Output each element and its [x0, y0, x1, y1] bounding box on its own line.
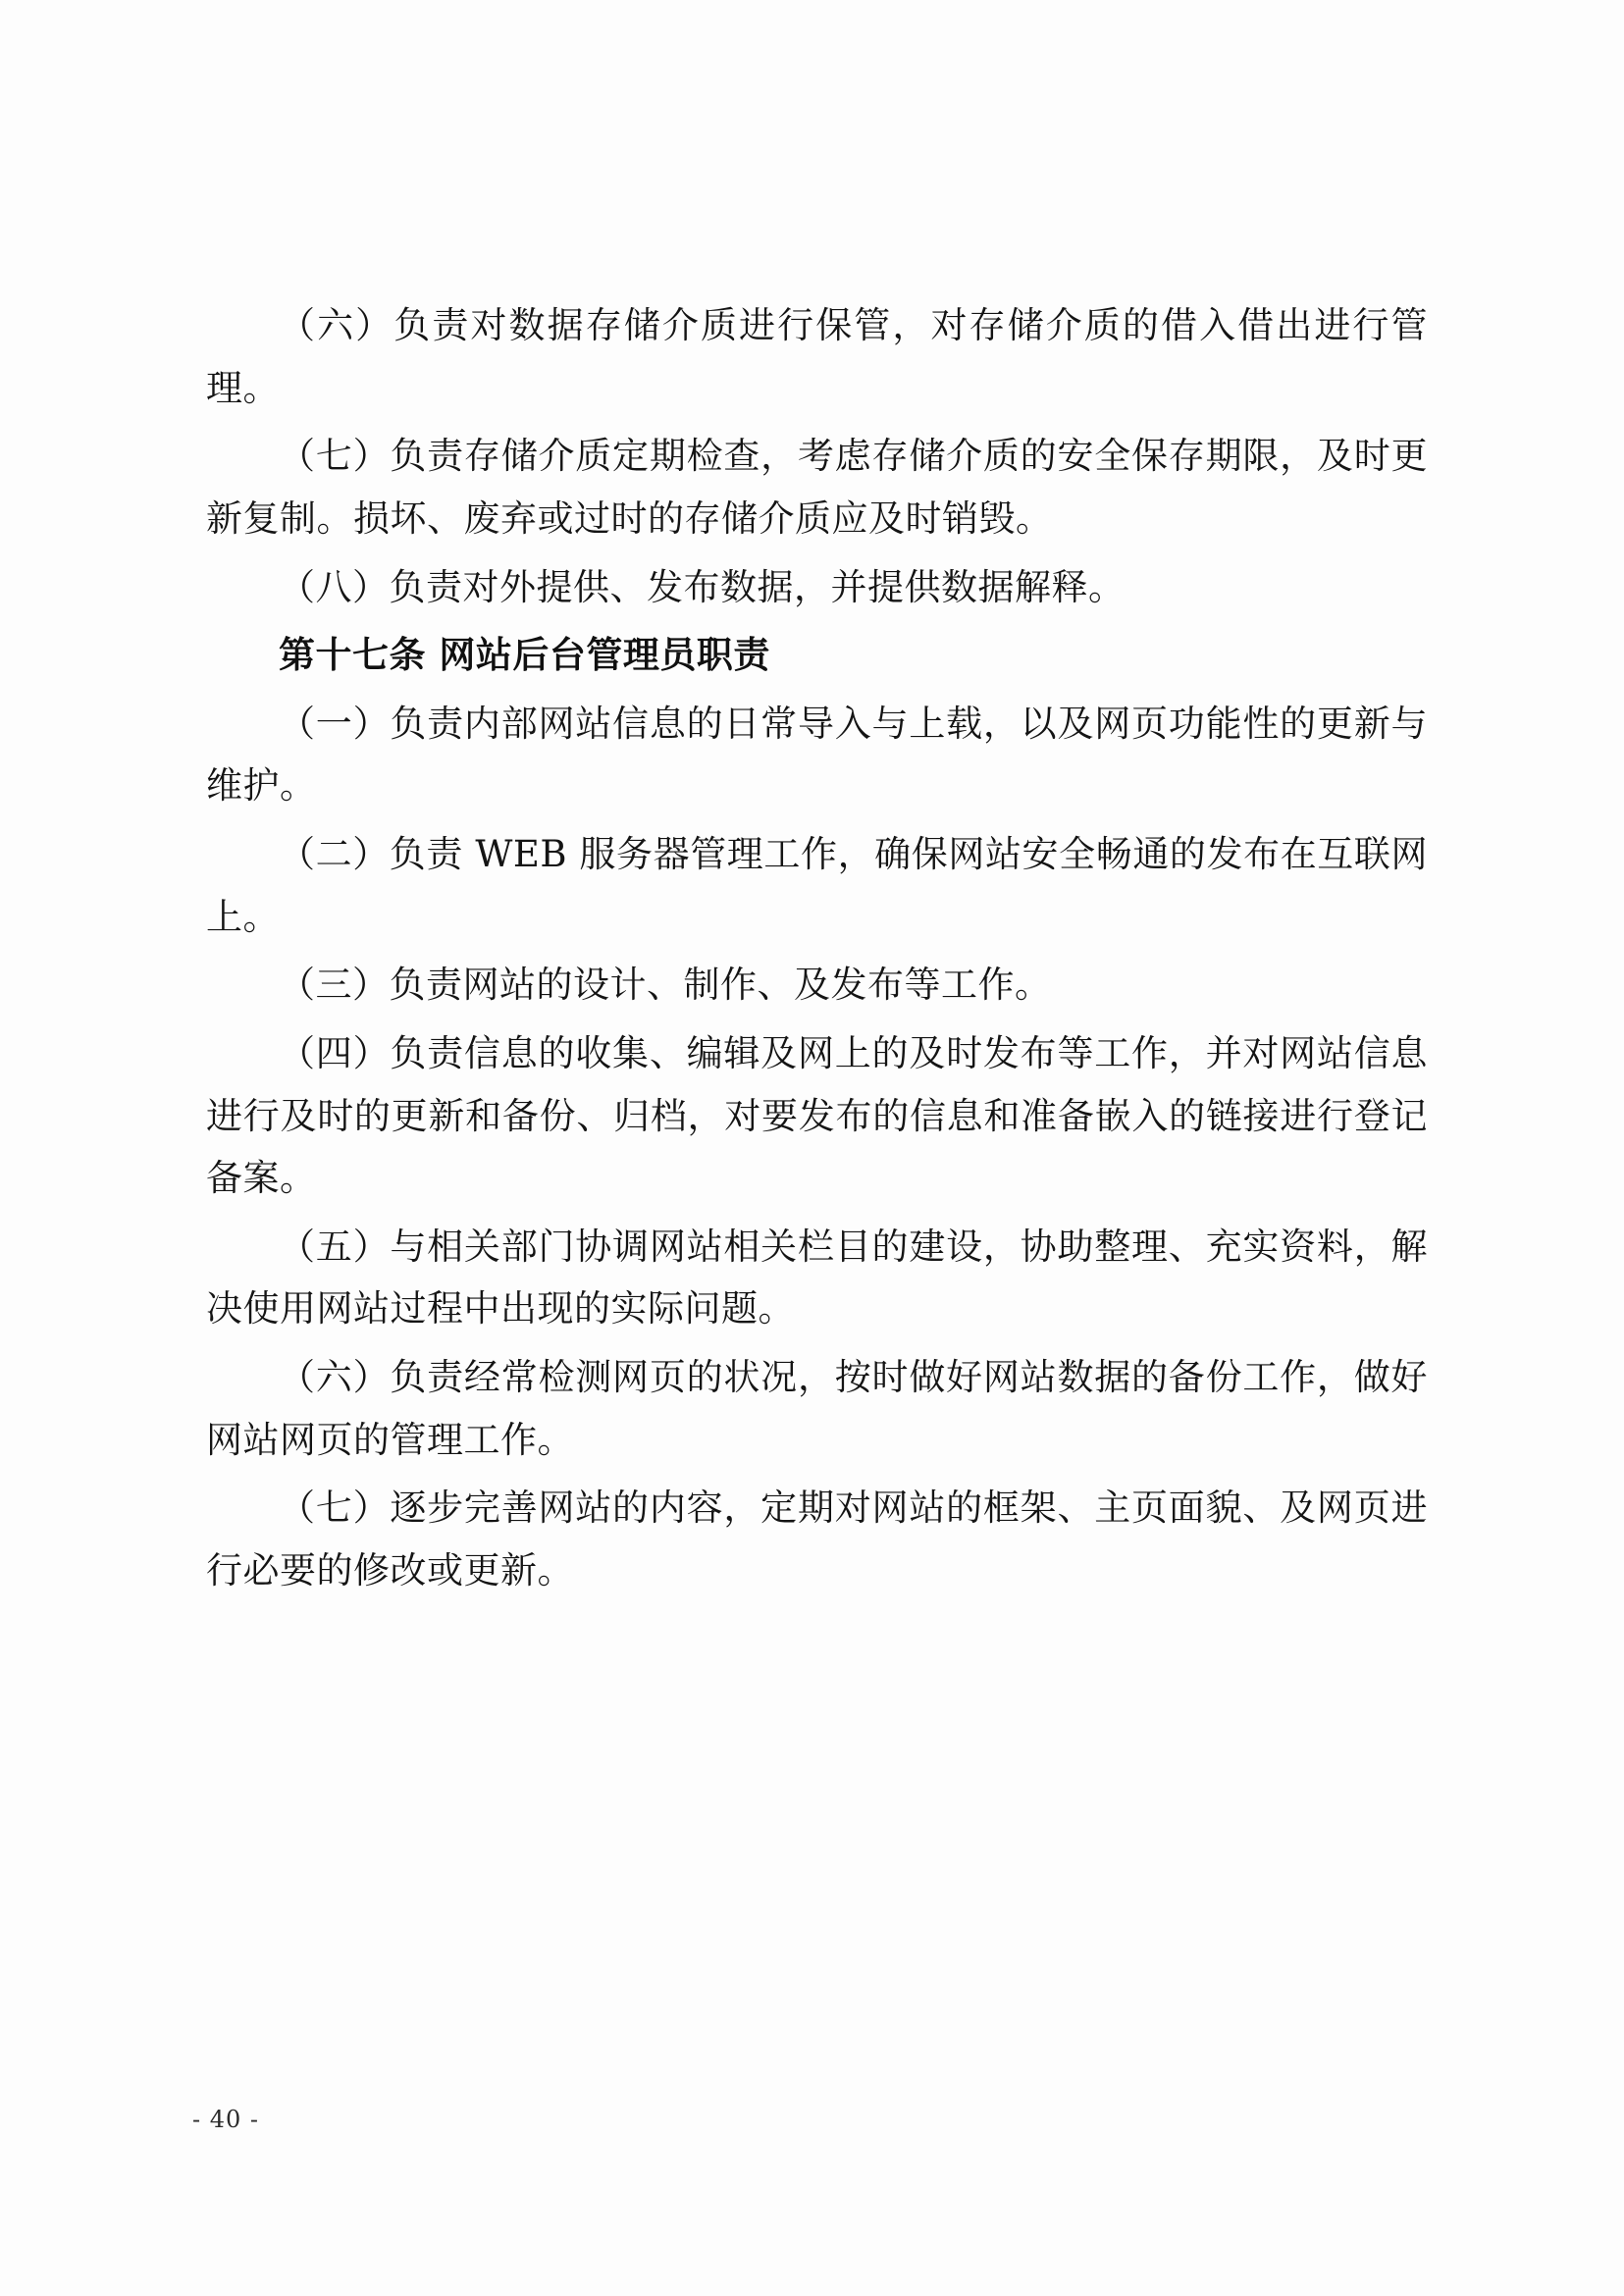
paragraph-article-17-item-6: （六）负责经常检测网页的状况，按时做好网站数据的备份工作，做好网站网页的管理工作。 — [206, 1356, 1428, 1461]
paragraph-item-7-duties: （七）负责存储介质定期检查，考虑存储介质的安全保存期限，及时更新复制。损坏、废弃或过时的存储介质应及时销毁。 — [206, 435, 1428, 540]
paragraph-article-17-item-2: （二）负责 WEB 服务器管理工作，确保网站安全畅通的发布在互联网上。 — [206, 833, 1428, 938]
heading-article-17: 第十七条 网站后台管理员职责 — [279, 633, 770, 677]
paragraph-article-17-item-4: （四）负责信息的收集、编辑及网上的及时发布等工作，并对网站信息进行及时的更新和备份、归档，对要发布的信息和准备嵌入的链接进行登记备案。 — [206, 1031, 1428, 1200]
paragraph-article-17-item-7: （七）逐步完善网站的内容，定期对网站的框架、主页面貌、及网页进行必要的修改或更新。 — [206, 1487, 1428, 1592]
paragraph-item-8-duties: （八）负责对外提供、发布数据，并提供数据解释。 — [279, 565, 1126, 608]
paragraph-article-17-item-1: （一）负责内部网站信息的日常导入与上载，以及网页功能性的更新与维护。 — [206, 702, 1428, 808]
paragraph-article-17-item-3: （三）负责网站的设计、制作、及发布等工作。 — [279, 964, 1052, 1007]
page-number: - 40 - — [192, 2106, 260, 2133]
paragraph-item-6-duties: （六）负责对数据存储介质进行保管，对存储介质的借入借出进行管理。 — [206, 304, 1428, 409]
paragraph-article-17-item-5: （五）与相关部门协调网站相关栏目的建设，协助整理、充实资料，解决使用网站过程中出现的实际问题。 — [206, 1225, 1428, 1331]
document-body — [206, 294, 1428, 1608]
